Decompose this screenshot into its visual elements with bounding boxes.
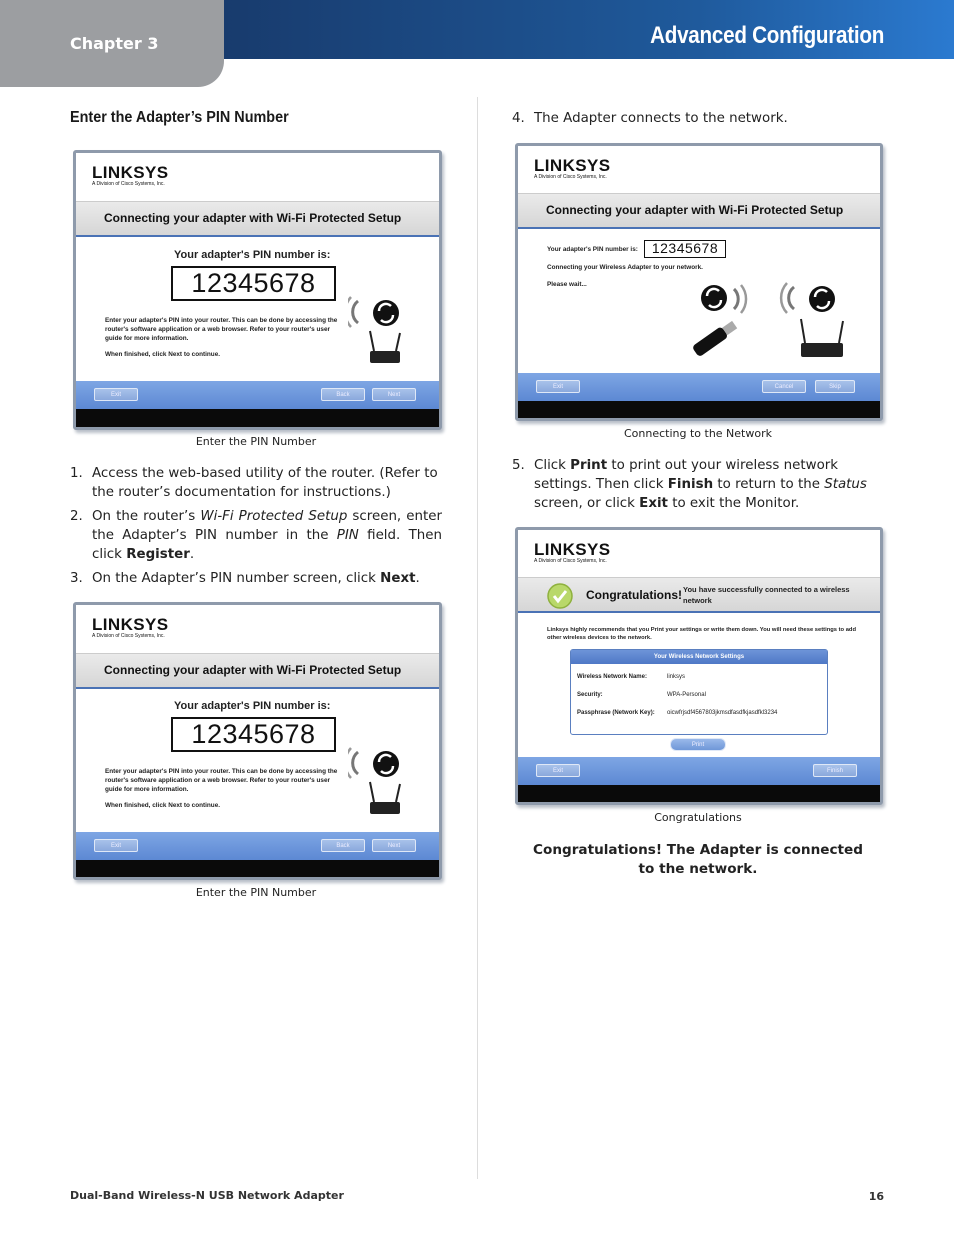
step-number: 2. — [70, 509, 83, 524]
please-wait-text: Please wait... — [547, 281, 587, 288]
pin-value: 12345678 — [644, 240, 726, 258]
network-settings-table — [570, 649, 828, 735]
pin-label: Your adapter's PIN number is: — [547, 246, 638, 253]
router-wps-icon — [348, 293, 414, 368]
print-button[interactable]: Print — [670, 738, 726, 751]
section-heading: Enter the Adapter’s PIN Number — [70, 109, 289, 126]
screen-footer-bar — [518, 401, 880, 418]
screenshot-pin-2 — [73, 602, 442, 880]
step-number: 5. — [512, 458, 525, 473]
congrats-title: Congratulations! — [586, 588, 682, 602]
button-bar — [518, 373, 880, 403]
exit-button[interactable]: Exit — [94, 839, 138, 852]
pin-value: 12345678 — [171, 266, 336, 301]
screenshot-pin-1 — [73, 150, 442, 430]
row-label: Passphrase (Network Key): — [577, 710, 655, 716]
button-bar — [518, 757, 880, 787]
linksys-logo: LINKSYS A Division of Cisco Systems, Inc. — [534, 156, 611, 180]
conclusion-text: Congratulations! The Adapter is connected to the network. — [533, 842, 863, 877]
pin-label: Your adapter's PIN number is: — [174, 249, 331, 261]
screenshot-connecting — [515, 143, 883, 421]
exit-button[interactable]: Exit — [536, 380, 580, 393]
step-number: 1. — [70, 466, 83, 481]
row-label: Wireless Network Name: — [577, 674, 647, 680]
router-wps-icon — [776, 279, 856, 361]
step-text: Access the web-based utility of the router. (Refer to the router’s documentation for instructions.) — [92, 466, 438, 500]
next-button[interactable]: Next — [372, 388, 416, 401]
header-band — [224, 0, 954, 59]
button-bar — [76, 381, 439, 411]
step-text: On the Adapter’s PIN number screen, click Next. — [92, 571, 420, 586]
when-finished-text: When finished, click Next to continue. — [105, 351, 221, 358]
row-value: linksys — [667, 674, 686, 680]
cancel-button[interactable]: Cancel — [762, 380, 806, 393]
pin-label: Your adapter's PIN number is: — [174, 700, 331, 712]
button-bar — [76, 832, 439, 862]
step-number: 3. — [70, 571, 83, 586]
when-finished-text: When finished, click Next to continue. — [105, 802, 221, 809]
step-text: On the router’s Wi-Fi Protected Setup screen, enter the Adapter’s PIN number in the PIN field. Then click Register. — [92, 509, 442, 562]
column-divider — [477, 97, 478, 1179]
linksys-logo: LINKSYS A Division of Cisco Systems, Inc. — [534, 540, 611, 564]
screen-title-bar — [518, 577, 880, 613]
footer-product: Dual-Band Wireless-N USB Network Adapter — [70, 1189, 344, 1202]
chapter-tab — [0, 0, 224, 87]
screen-footer-bar — [518, 785, 880, 802]
finish-button[interactable]: Finish — [813, 764, 857, 777]
row-label: Security: — [577, 692, 603, 698]
chapter-label: Chapter 3 — [70, 34, 159, 53]
exit-button[interactable]: Exit — [536, 764, 580, 777]
adapter-wps-icon — [688, 279, 768, 361]
step-text: Click Print to print out your wireless network settings. Then click Finish to return to the Status screen, or click Exit to exit the Monitor. — [534, 458, 867, 511]
figure-caption: Connecting to the Network — [623, 427, 772, 440]
page-number: 16 — [868, 1190, 884, 1203]
back-button[interactable]: Back — [321, 839, 365, 852]
next-button[interactable]: Next — [372, 839, 416, 852]
screen-footer-bar — [76, 860, 439, 877]
pin-value: 12345678 — [171, 717, 336, 752]
section-title: Advanced Configuration — [650, 22, 884, 49]
step-text: The Adapter connects to the network. — [534, 111, 788, 126]
step-number: 4. — [512, 111, 525, 126]
screenshot-congratulations — [515, 527, 883, 805]
row-value: oicwfrjsdf4567803jkmsdfasdfkjasdfkl3234 — [667, 710, 778, 716]
screen-footer-bar — [76, 409, 439, 427]
connecting-message: Connecting your Wireless Adapter to your network. — [547, 264, 703, 271]
router-wps-icon — [348, 744, 414, 819]
figure-caption: Congratulations — [654, 811, 742, 824]
congrats-message: You have successfully connected to a wireless network — [683, 585, 850, 605]
back-button[interactable]: Back — [321, 388, 365, 401]
skip-button[interactable]: Skip — [815, 380, 855, 393]
figure-caption: Enter the PIN Number — [195, 435, 317, 448]
figure-caption: Enter the PIN Number — [195, 886, 317, 899]
pin-instructions: Enter your adapter's PIN into your router. This can be done by accessing the router's software application or a web browser. Refer to your router's user guide for more information. — [105, 768, 338, 793]
screen-title-bar: Connecting your adapter with Wi-Fi Protected Setup — [76, 653, 439, 689]
recommendation-text: Linksys highly recommends that you Print your settings or write them down. You will need these settings to add other wireless devices to the network. — [547, 627, 857, 641]
check-icon — [546, 582, 574, 610]
linksys-logo: LINKSYS A Division of Cisco Systems, Inc. — [92, 615, 169, 639]
linksys-logo: LINKSYS A Division of Cisco Systems, Inc. — [92, 163, 169, 187]
row-value: WPA-Personal — [667, 692, 706, 698]
table-title: Your Wireless Network Settings — [571, 650, 827, 664]
screen-title-bar: Connecting your adapter with Wi-Fi Protected Setup — [76, 201, 439, 237]
pin-instructions: Enter your adapter's PIN into your router. This can be done by accessing the router's software application or a web browser. Refer to your router's user guide for more information. — [105, 317, 338, 342]
screen-title-bar: Connecting your adapter with Wi-Fi Protected Setup — [518, 193, 880, 229]
exit-button[interactable]: Exit — [94, 388, 138, 401]
